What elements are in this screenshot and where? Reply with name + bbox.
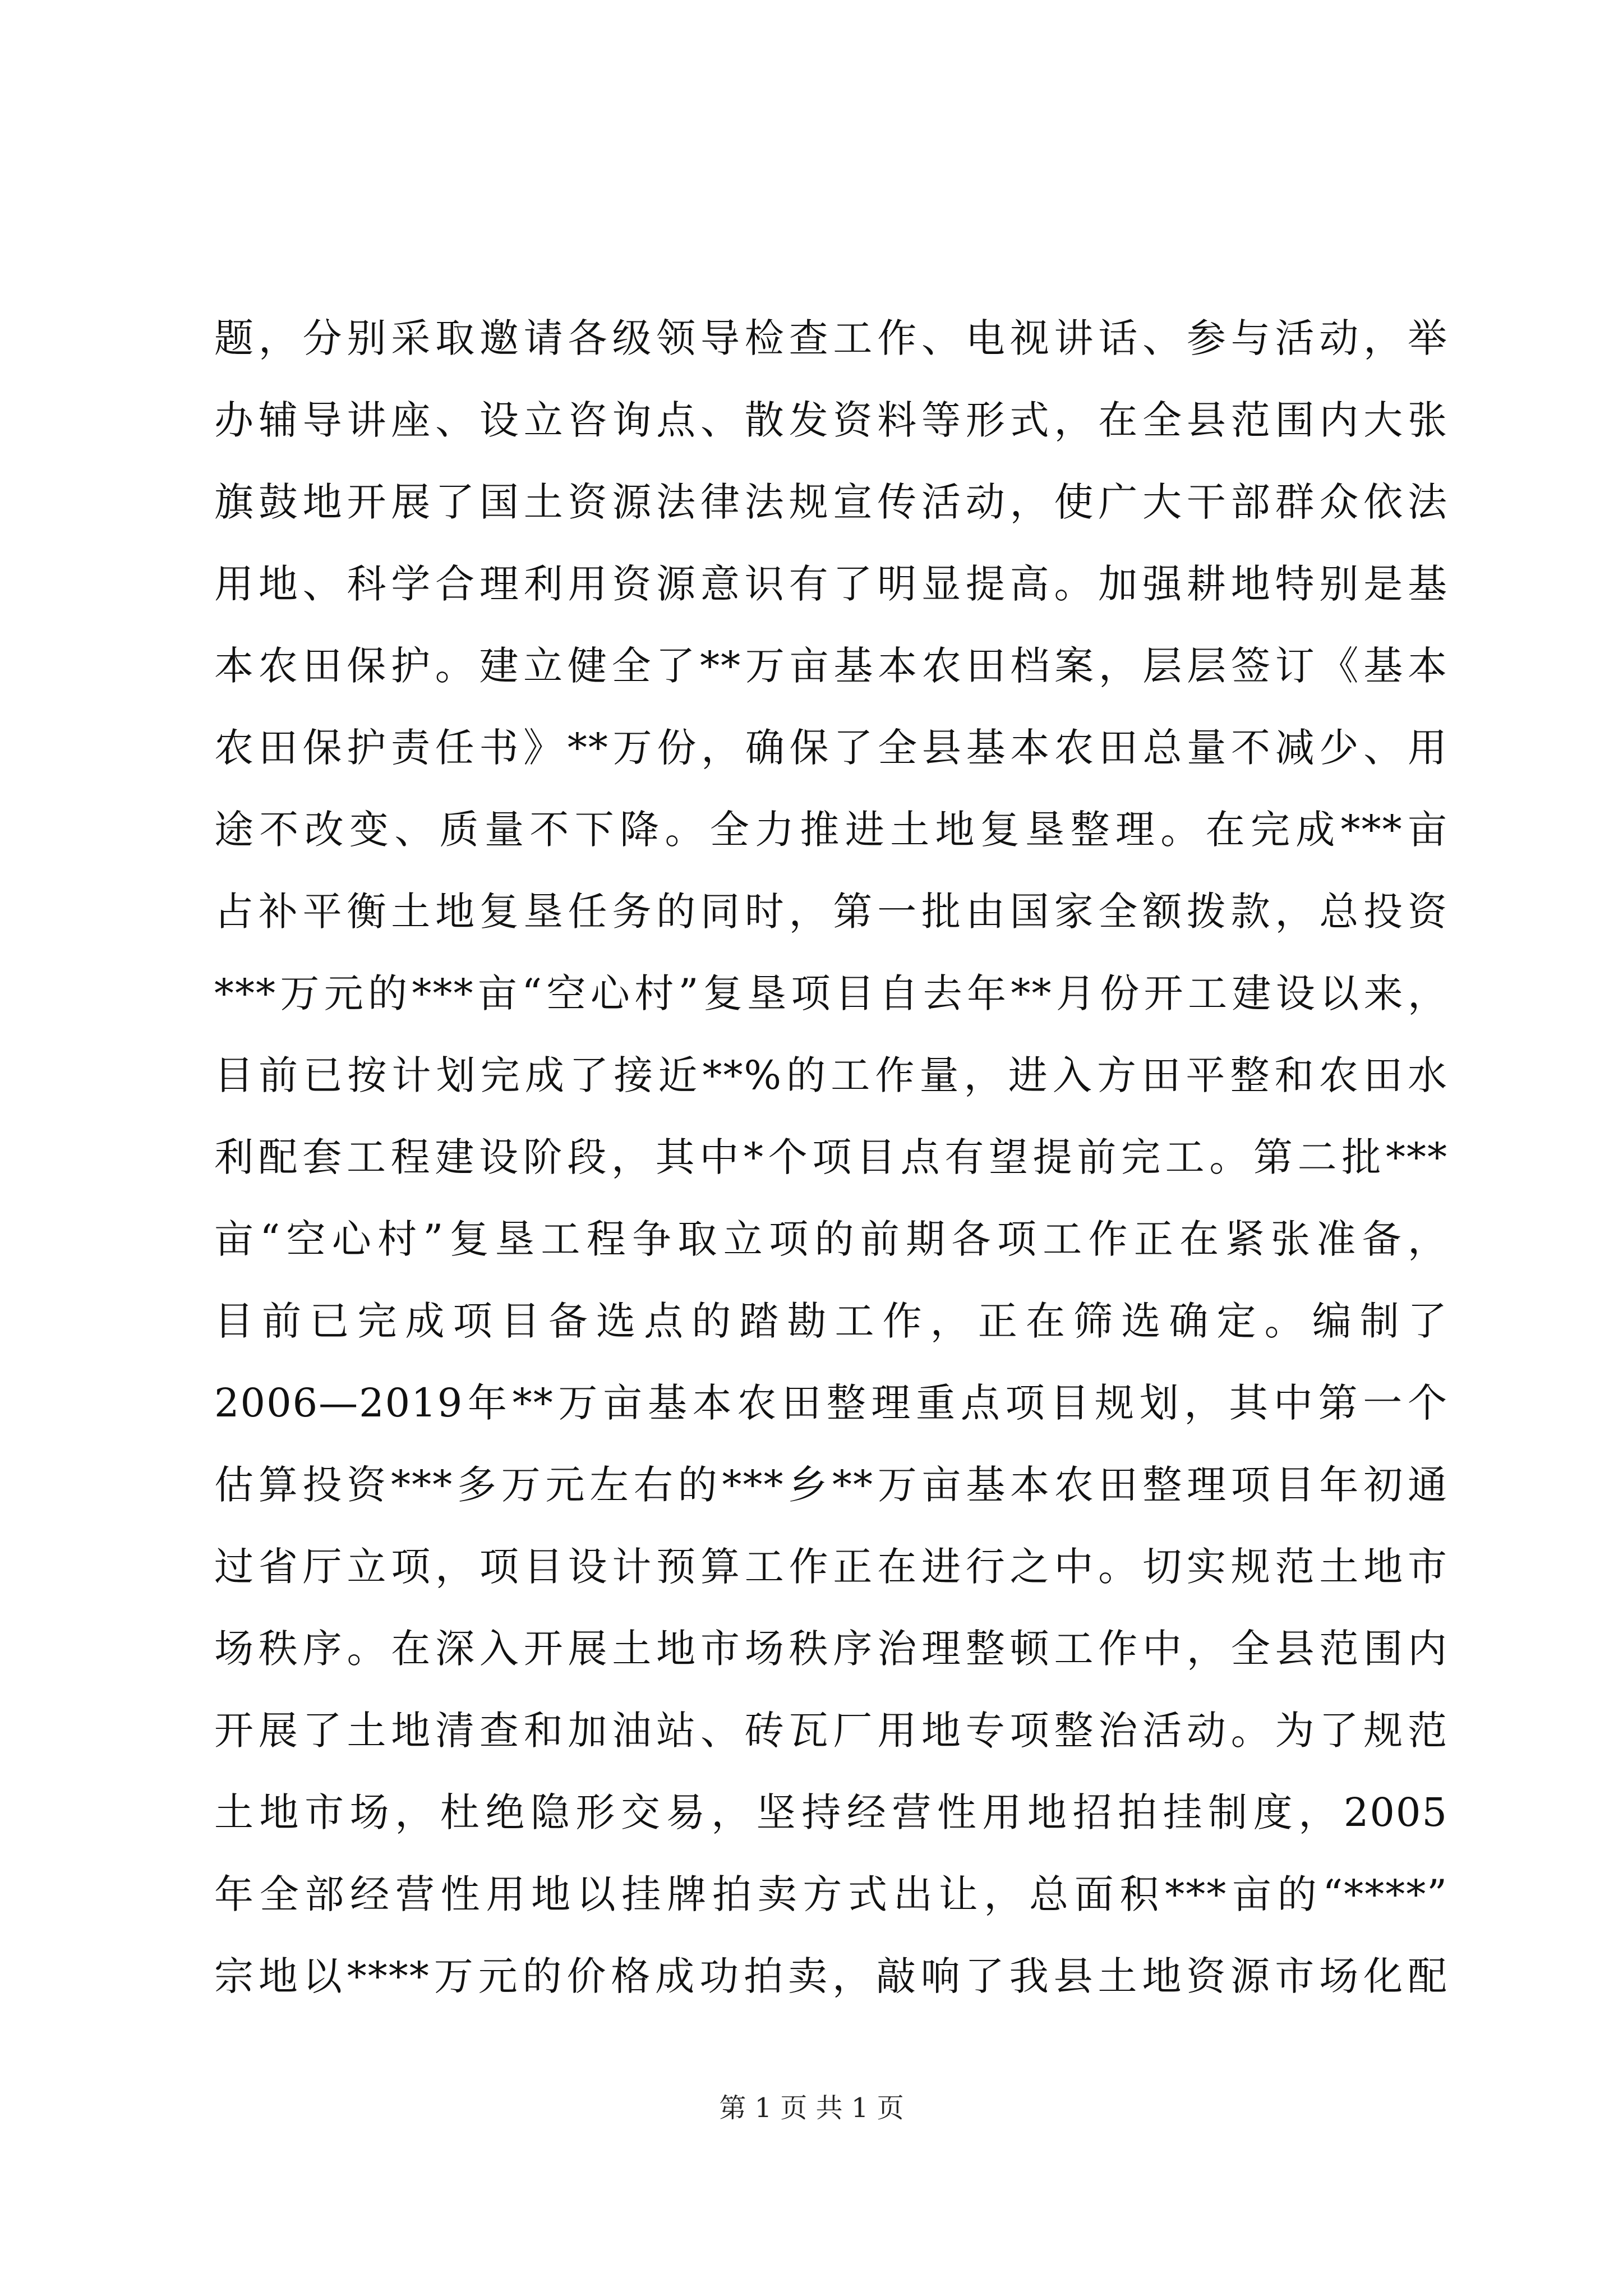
text-line: 土地市场，杜绝隐形交易，坚持经营性用地招拍挂制度，2005 xyxy=(214,1789,1448,1835)
text-line: 目前已完成项目备选点的踏勘工作，正在筛选确定。编制了 xyxy=(214,1298,1448,1344)
text-line: 农田保护责任书》**万份，确保了全县基本农田总量不减少、用 xyxy=(214,725,1448,771)
text-line: 过省厅立项，项目设计预算工作正在进行之中。切实规范土地市 xyxy=(214,1544,1448,1590)
text-line: 办辅导讲座、设立咨询点、散发资料等形式，在全县范围内大张 xyxy=(214,397,1448,443)
text-line: 用地、科学合理利用资源意识有了明显提高。加强耕地特别是基 xyxy=(214,561,1448,607)
page-footer: 第 1 页 共 1 页 xyxy=(719,2092,904,2124)
text-line: 旗鼓地开展了国土资源法律法规宣传活动，使广大干部群众依法 xyxy=(214,479,1448,525)
text-line: 途不改变、质量不下降。全力推进土地复垦整理。在完成***亩 xyxy=(214,807,1448,853)
body-text xyxy=(214,297,1448,2017)
text-line: 开展了土地清查和加油站、砖瓦厂用地专项整治活动。为了规范 xyxy=(214,1708,1448,1754)
text-line: 题，分别采取邀请各级领导检查工作、电视讲话、参与活动，举 xyxy=(214,315,1448,361)
text-line: 利配套工程建设阶段，其中*个项目点有望提前完工。第二批*** xyxy=(214,1134,1448,1180)
text-line: 宗地以****万元的价格成功拍卖，敲响了我县土地资源市场化配 xyxy=(214,1953,1448,1999)
text-line: 本农田保护。建立健全了**万亩基本农田档案，层层签订《基本 xyxy=(214,643,1448,689)
text-line: 占补平衡土地复垦任务的同时，第一批由国家全额拨款，总投资 xyxy=(214,889,1448,935)
text-line: 估算投资***多万元左右的***乡**万亩基本农田整理项目年初通 xyxy=(214,1462,1448,1508)
text-line: 2006—2019年**万亩基本农田整理重点项目规划，其中第一个 xyxy=(214,1380,1448,1426)
text-line: ***万元的***亩“空心村”复垦项目自去年**月份开工建设以来， xyxy=(214,970,1448,1016)
text-line: 亩“空心村”复垦工程争取立项的前期各项工作正在紧张准备， xyxy=(214,1216,1448,1262)
text-line: 目前已按计划完成了接近**%的工作量，进入方田平整和农田水 xyxy=(214,1052,1448,1098)
text-line: 场秩序。在深入开展土地市场秩序治理整顿工作中，全县范围内 xyxy=(214,1626,1448,1672)
text-line: 年全部经营性用地以挂牌拍卖方式出让，总面积***亩的“****” xyxy=(214,1871,1448,1917)
